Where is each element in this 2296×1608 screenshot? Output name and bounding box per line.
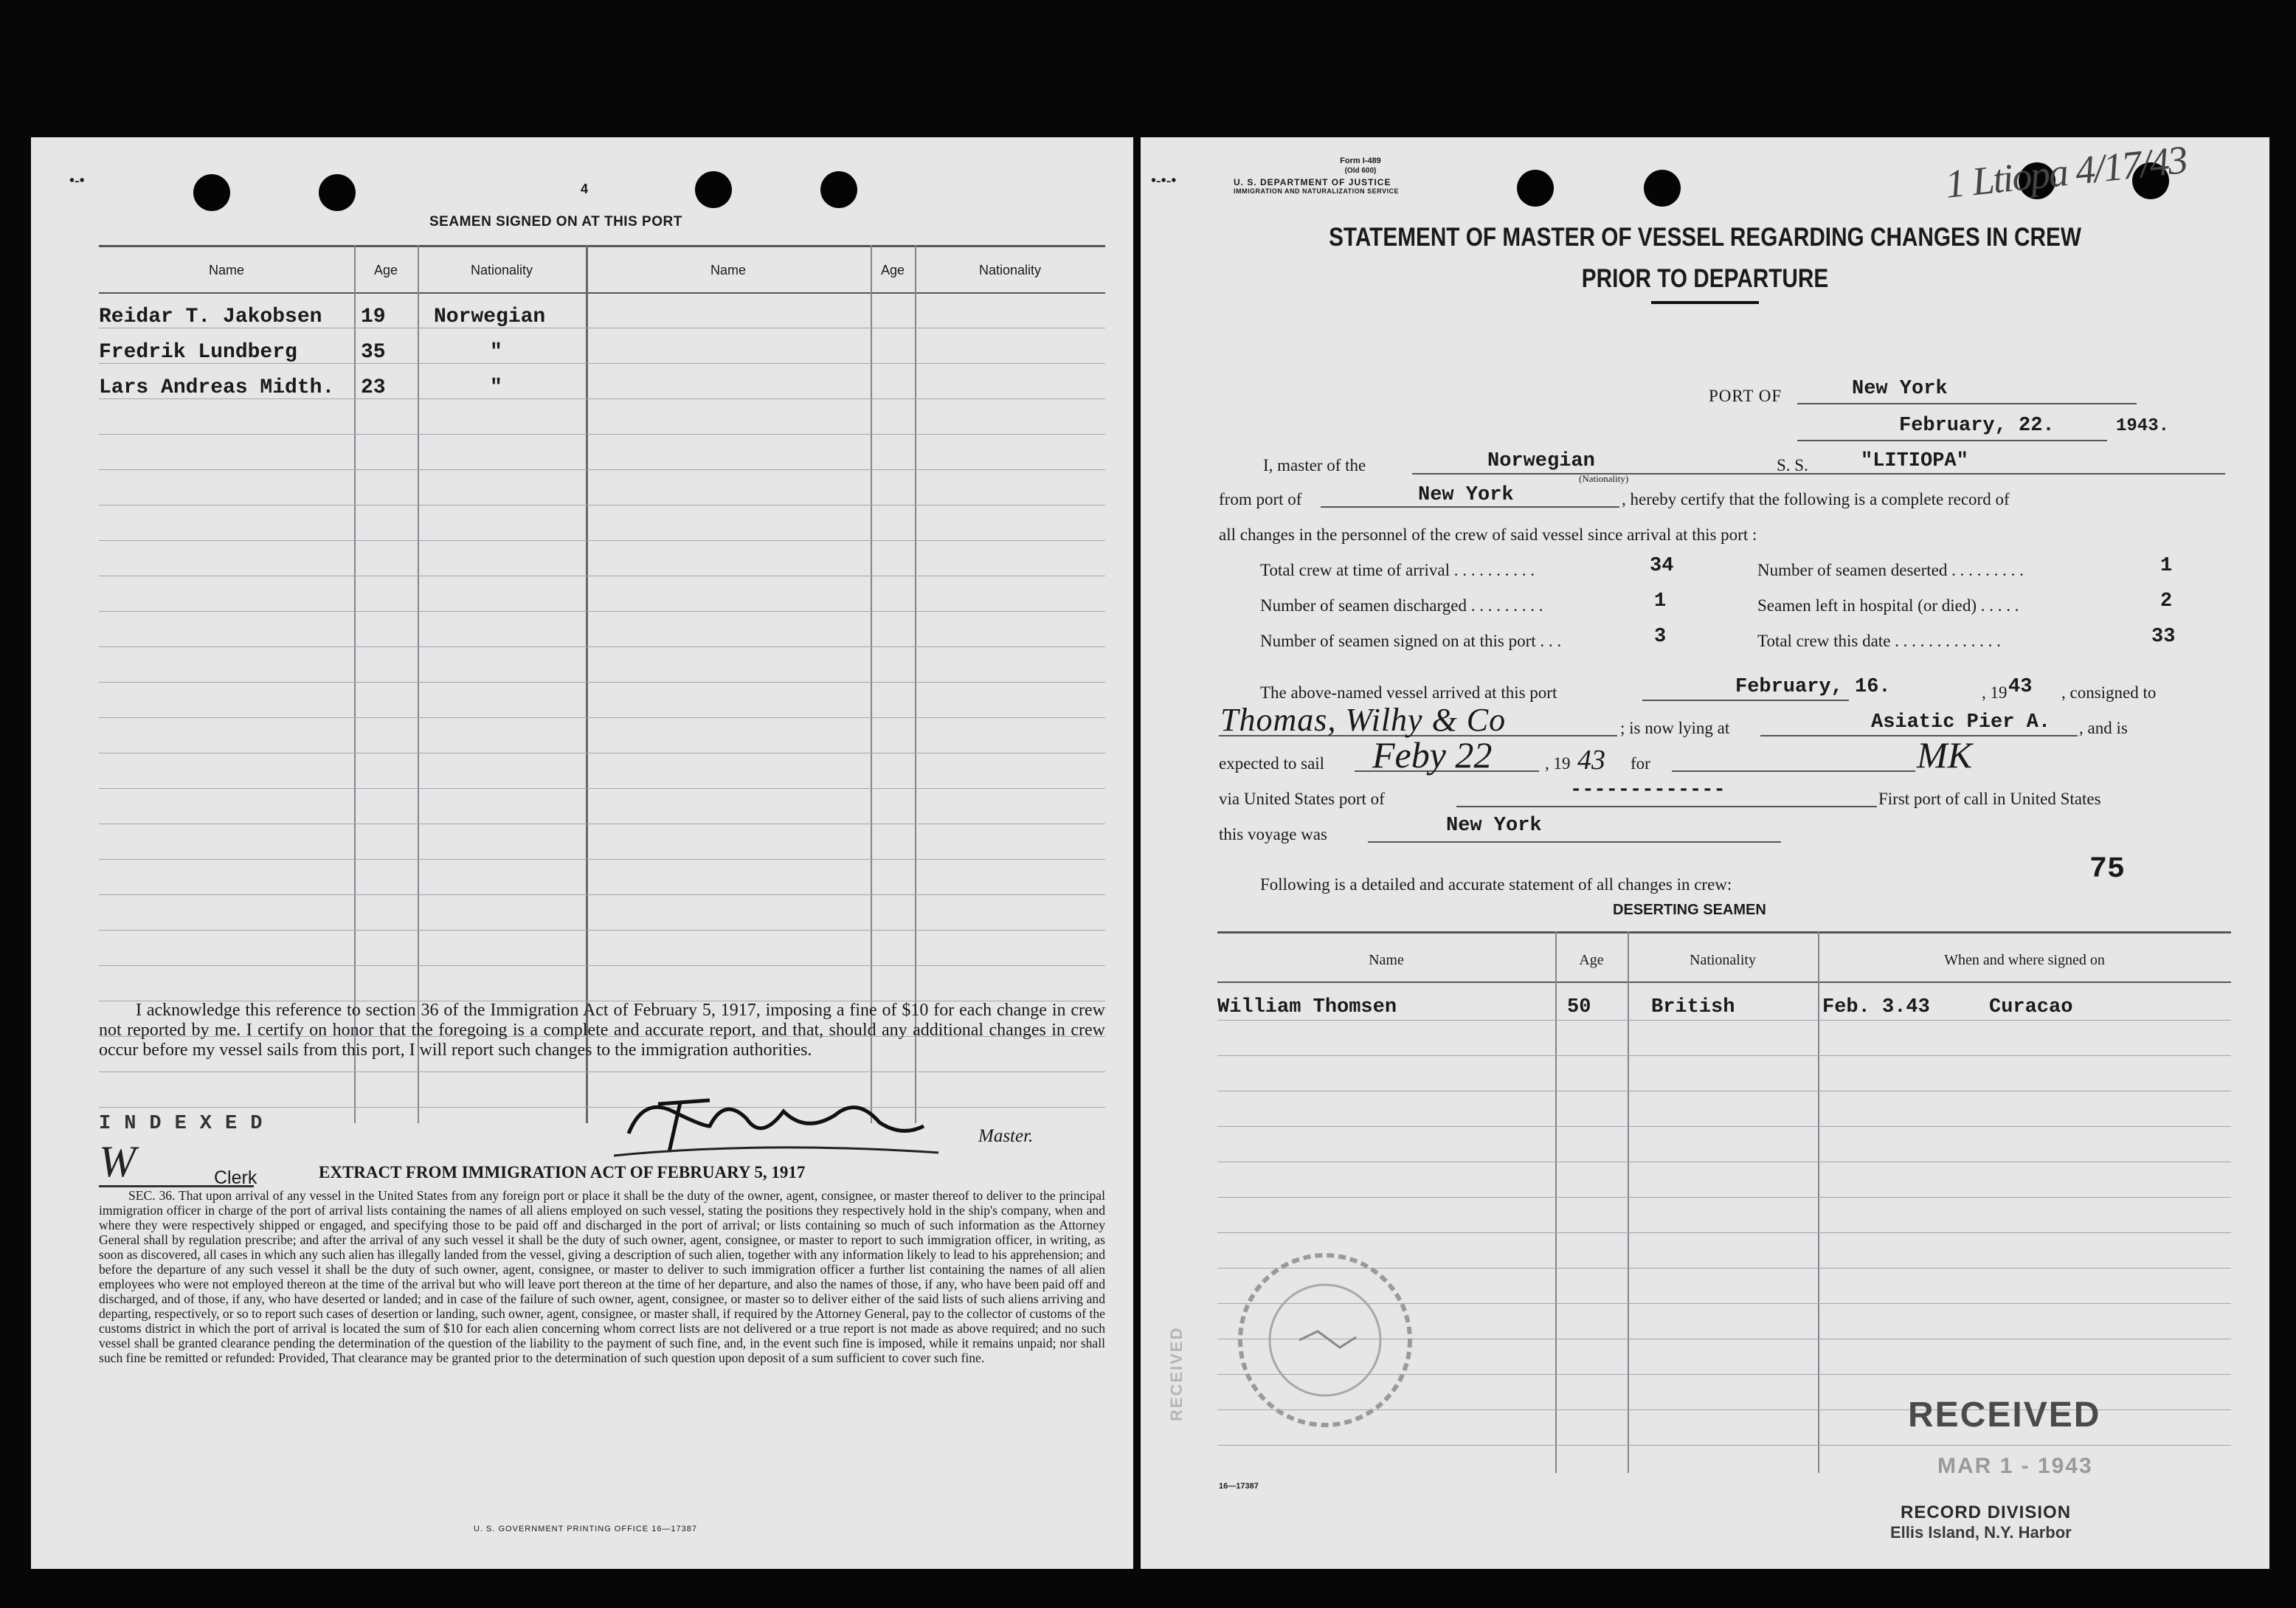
port-value: New York [1852, 378, 1948, 400]
hospital-label: Seamen left in hospital (or died) . . . . . [1757, 596, 2019, 615]
destination-handwritten: MK [1917, 734, 1972, 776]
ss-label: S. S. [1777, 456, 1808, 475]
deserter-signed-date: Feb. 3.43 [1822, 996, 1930, 1018]
consigned-label: , consigned to [2061, 683, 2157, 702]
punch-hole [1517, 170, 1554, 207]
via-label: via United States port of [1219, 790, 1385, 808]
form-code: 16—17387 [1219, 1482, 1259, 1491]
section-heading: SEAMEN SIGNED ON AT THIS PORT [429, 214, 682, 230]
nationality-caption: (Nationality) [1579, 473, 1629, 484]
col-when-where: When and where signed on [1944, 952, 2105, 968]
seaman-nationality: " [490, 376, 502, 399]
number-75: 75 [2089, 853, 2126, 886]
master-label: Master. [978, 1126, 1034, 1146]
deserter-nationality: British [1651, 996, 1735, 1018]
deserting-heading: DESERTING SEAMEN [1613, 902, 1766, 918]
deserted-label: Number of seamen deserted . . . . . . . . . [1757, 561, 2024, 579]
punch-hole [319, 174, 356, 211]
extract-title: EXTRACT FROM IMMIGRATION ACT OF FEBRUARY 5, 1917 [319, 1163, 806, 1181]
signed-on-value: 3 [1654, 626, 1667, 648]
circular-postmark-stamp [1229, 1244, 1421, 1436]
ellis-island-stamp: Ellis Island, N.Y. Harbor [1890, 1523, 2072, 1542]
deserter-age: 50 [1567, 996, 1591, 1018]
for-label: for [1631, 754, 1650, 773]
sail-year-prefix: , 19 [1545, 754, 1571, 773]
first-port-value: New York [1446, 815, 1542, 837]
punch-hole [193, 174, 230, 211]
col-age: Age [373, 263, 398, 277]
form-old-number: (Old 600) [1344, 167, 1377, 175]
signed-on-label: Number of seamen signed on at this port . . . [1260, 632, 1562, 650]
row-rule [1217, 1020, 2231, 1021]
row-rule [1217, 1445, 2231, 1446]
service-name: IMMIGRATION AND NATURALIZATION SERVICE [1234, 187, 1399, 195]
deserted-value: 1 [2160, 555, 2173, 577]
certify-text: , hereby certify that the following is a complete record of [1622, 490, 2010, 508]
via-value: ------------- [1570, 779, 1726, 801]
row-rule [99, 646, 1105, 647]
acknowledgement-text: I acknowledge this reference to section 36 of the Immigration Act of February 5, 1917, imposing a fine of $10 for each change in crew not reported by me. I certify on honor that the foregoing is a complete and accurate report, and that, should any additional changes in crew occur before my vessel sails from this port, I will report such changes to the immigration authorities. [99, 1001, 1105, 1060]
row-rule [99, 611, 1105, 612]
arrived-label: The above-named vessel arrived at this port [1260, 683, 1557, 702]
master-signature [614, 1082, 953, 1163]
col-name: Name [208, 263, 244, 277]
from-port-value: New York [1418, 484, 1514, 506]
sail-date-handwritten: Feby 22 [1372, 734, 1493, 776]
vertical-received-stamp: RECEIVED [1167, 1326, 1186, 1421]
arrived-year-prefix: , 19 [1982, 683, 2008, 702]
left-page [31, 137, 1133, 1569]
seaman-age: 35 [361, 341, 386, 364]
discharged-value: 1 [1654, 590, 1667, 613]
seaman-name: Lars Andreas Midth. [99, 376, 335, 399]
first-port-label: First port of call in United States [1878, 790, 2101, 808]
row-rule [99, 788, 1105, 789]
punch-hole [1644, 170, 1681, 207]
following-text: Following is a detailed and accurate statement of all changes in crew: [1260, 875, 1732, 894]
indexed-stamp: INDEXED [99, 1113, 276, 1135]
nationality-value: Norwegian [1487, 450, 1595, 472]
total-date-label: Total crew this date . . . . . . . . . . . . . [1757, 632, 2001, 650]
printer-line: U. S. GOVERNMENT PRINTING OFFICE 16—17387 [474, 1525, 698, 1533]
seaman-name: Reidar T. Jakobsen [99, 306, 322, 328]
port-label: PORT OF [1709, 387, 1782, 405]
department-name: U. S. DEPARTMENT OF JUSTICE [1234, 177, 1391, 187]
record-division-stamp: RECORD DIVISION [1901, 1502, 2072, 1522]
row-rule [99, 965, 1105, 966]
col-nationality-2: Nationality [978, 263, 1042, 277]
total-arrival-value: 34 [1650, 555, 1674, 577]
and-is-label: , and is [2079, 719, 2128, 737]
total-date-value: 33 [2151, 626, 2176, 648]
arrived-year: 43 [2008, 676, 2033, 698]
ship-name: "LITIOPA" [1861, 450, 1968, 472]
certify-text-2: all changes in the personnel of the crew of said vessel since arrival at this port : [1219, 525, 1757, 544]
right-page [1141, 137, 2269, 1569]
sail-year-handwritten: 43 [1577, 745, 1605, 776]
now-lying-label: ; is now lying at [1620, 719, 1730, 737]
date-value: February, 22. [1899, 415, 2055, 437]
row-rule [1217, 1197, 2231, 1198]
total-arrival-label: Total crew at time of arrival . . . . . . . . . . [1260, 561, 1535, 579]
arrived-date: February, 16. [1735, 676, 1891, 698]
deserter-name: William Thomsen [1217, 996, 1397, 1018]
date-year: 1943. [2116, 416, 2170, 436]
row-rule [99, 434, 1105, 435]
seaman-age: 23 [361, 376, 386, 399]
row-rule [99, 717, 1105, 718]
col-name: Name [1369, 952, 1404, 968]
seaman-nationality: Norwegian [434, 306, 546, 328]
row-rule [1217, 1055, 2231, 1056]
col-age: Age [1579, 952, 1604, 968]
margin-mark: •-• [69, 173, 85, 189]
col-age-2: Age [880, 263, 905, 277]
discharged-label: Number of seamen discharged . . . . . . . . . [1260, 596, 1543, 615]
row-rule [99, 469, 1105, 470]
consignee-handwritten: Thomas, Wilhy & Co [1220, 702, 1507, 738]
hospital-value: 2 [2160, 590, 2173, 613]
master-of-label: I, master of the [1263, 456, 1366, 475]
form-title-line2: PRIOR TO DEPARTURE [1581, 264, 1829, 293]
page-number: 4 [581, 182, 589, 196]
extract-text: SEC. 36. That upon arrival of any vessel in the United States from any foreign port or place it shall be the duty of the owner, agent, consignee, or master thereof to deliver to the principal immigration officer in charge of the port of arrival lists containing the names of all aliens employed on such vessel, stating the positions they respectively hold in the ship's company, when and where they were respectively shipped or engaged, and specifying those to be paid off and discharged in the port of arrival; or lists containing so much of such information as the Attorney General shall by regulation prescribe; and after the arrival of any such vessel it shall be the duty of such owner, agent, consignee, or master to report to such immigration officer, in writing, as soon as discovered, all cases in which any such alien has illegally landed from the vessel, giving a description of such alien, together with any information likely to lead to his apprehension; and before the departure of any such vessel it shall be the duty of such owner, agent, consignee, or master to deliver to such immigration officer a further list containing the names of all alien employees who were not employed thereon at the time of the arrival but who will leave port thereon at the time of her departure, and also the names of those, if any, who have been paid off and discharged, and of those, if any, who have deserted or landed; and in case of the failure of such owner, agent, consignee, or master so to deliver either of the said lists of such aliens arriving and departing, respectively, or so to report such cases of desertion or landing, such owner, agent, consignee, or master shall, if required by the Attorney General, pay to the collector of customs of the customs district in which the port of arrival is located the sum of $10 for each alien concerning whom correct lists are not delivered or a true report is not made as above required; and no such vessel shall be granted clearance pending the determination of the question of the liability to the payment of such fine, and, in the event such fine is imposed, while it remains unpaid; nor shall such fine be remitted or refunded: Provided, That clearance may be granted prior to the determination of such question upon deposit of a sum sufficient to cover such fine. [99, 1188, 1105, 1365]
seaman-name: Fredrik Lundberg [99, 341, 297, 364]
row-rule [99, 859, 1105, 860]
col-nationality: Nationality [470, 263, 533, 277]
expected-label: expected to sail [1219, 754, 1325, 773]
punch-hole [820, 171, 857, 208]
seaman-nationality: " [490, 341, 502, 364]
clerk-initials: W [99, 1137, 136, 1186]
received-stamp: RECEIVED [1908, 1395, 2101, 1435]
row-rule [1217, 1232, 2231, 1233]
clerk-label: Clerk [214, 1167, 257, 1188]
row-rule [99, 894, 1105, 895]
received-date-stamp: MAR 1 - 1943 [1937, 1454, 2093, 1478]
row-rule [99, 682, 1105, 683]
deserter-signed-place: Curacao [1989, 996, 2073, 1018]
col-name-2: Name [710, 263, 746, 277]
row-rule [99, 1107, 1105, 1108]
form-title-line1: STATEMENT OF MASTER OF VESSEL REGARDING CHANGES IN CREW [1329, 223, 2081, 252]
seaman-age: 19 [361, 306, 386, 328]
punch-hole [695, 171, 732, 208]
col-nationality: Nationality [1690, 952, 1756, 968]
pier-value: Asiatic Pier A. [1871, 711, 2051, 734]
row-rule [99, 540, 1105, 541]
form-number: Form I-489 [1340, 156, 1381, 165]
from-port-label: from port of [1219, 490, 1302, 508]
this-voyage-label: this voyage was [1219, 825, 1327, 843]
row-rule [1217, 1126, 2231, 1127]
row-rule [99, 930, 1105, 931]
margin-mark: •-•-• [1151, 173, 1177, 189]
handwritten-corner-note: 1 Ltiopa 4/17/43 [1943, 137, 2189, 207]
